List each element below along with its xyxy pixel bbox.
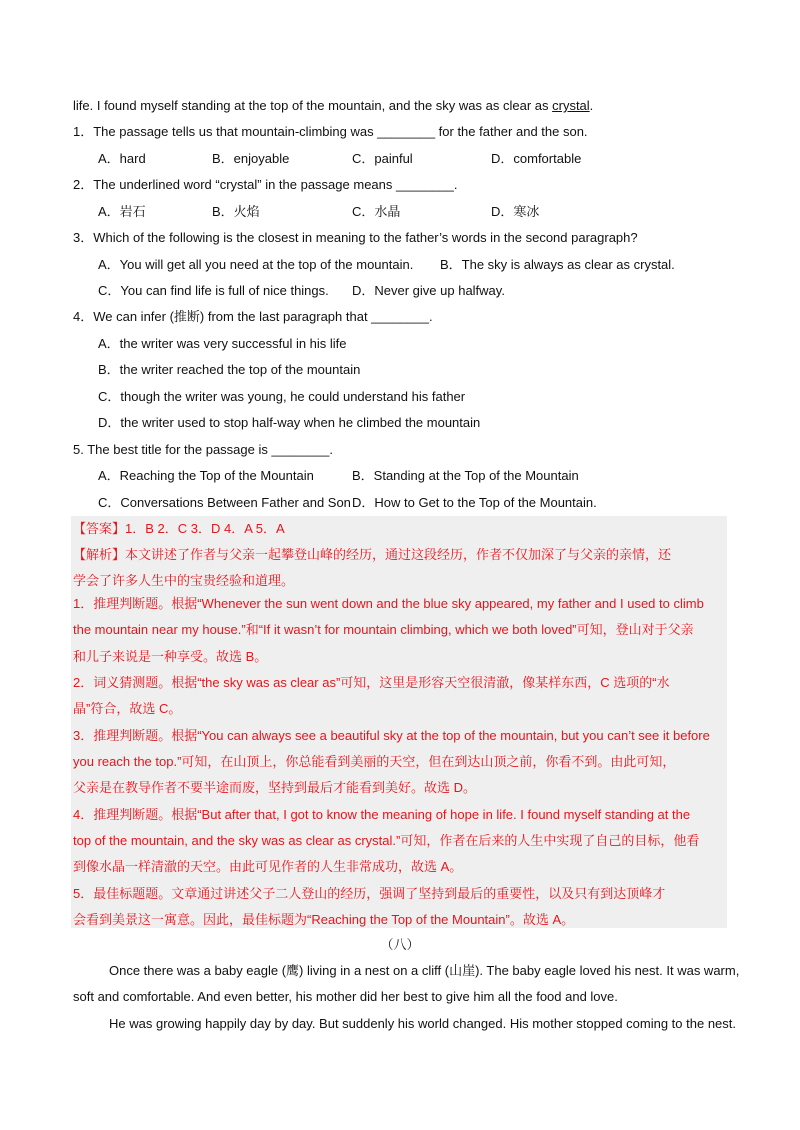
answer-key: 【答案】1．B 2．C 3．D 4．A 5．A	[73, 521, 285, 536]
analysis-line: 1．推理判断题。根据“Whenever the sun went down and the blue sky appeared, my father and I used to climb	[73, 596, 704, 611]
q5-option-c: C．Conversations Between Father and Son	[98, 495, 351, 510]
question-1-stem: 1．The passage tells us that mountain-climbing was ________ for the father and the son.	[73, 124, 588, 139]
analysis-line: 2．词义猜测题。根据“the sky was as clear as”可知，这里是形容天空很清澈，像某样东西，C 选项的“水	[73, 675, 670, 690]
q4-option-d: D．the writer used to stop half-way when he climbed the mountain	[98, 415, 481, 430]
q3-option-b: B．The sky is always as clear as crystal.	[440, 257, 675, 272]
passage-line: He was growing happily day by day. But suddenly his world changed. His mother stopped coming to the nest.	[109, 1016, 736, 1031]
analysis-line: top of the mountain, and the sky was as clear as crystal.”可知，作者在后来的人生中实现了自己的目标，他看	[73, 833, 700, 848]
q5-option-d: D．How to Get to the Top of the Mountain.	[352, 495, 597, 510]
q4-option-b: B．the writer reached the top of the mountain	[98, 362, 361, 377]
question-4-stem: 4．We can infer (推断) from the last paragraph that ________.	[73, 309, 433, 324]
analysis-line: 5．最佳标题题。文章通过讲述父子二人登山的经历，强调了坚持到最后的重要性，以及只有到达顶峰才	[73, 886, 666, 901]
q3-option-a: A．You will get all you need at the top of the mountain.	[98, 257, 414, 272]
q4-option-a: A．the writer was very successful in his life	[98, 336, 347, 351]
q2-option-c: C．水晶	[352, 204, 401, 219]
q2-option-a: A．岩石	[98, 204, 146, 219]
analysis-line: 【解析】本文讲述了作者与父亲一起攀登山峰的经历，通过这段经历，作者不仅加深了与父亲的亲情，还	[73, 547, 672, 562]
analysis-line: 3．推理判断题。根据“You can always see a beautiful sky at the top of the mountain, but you can’t see it before	[73, 728, 710, 743]
analysis-line: 4．推理判断题。根据“But after that, I got to know the meaning of hope in life. I found myself standing at the	[73, 807, 691, 822]
analysis-line: 到像水晶一样清澈的天空。由此可见作者的人生非常成功，故选 A。	[73, 859, 463, 874]
q1-option-c: C．painful	[352, 151, 413, 166]
question-2-stem: 2．The underlined word “crystal” in the passage means ________.	[73, 177, 458, 192]
q5-option-a: A．Reaching the Top of the Mountain	[98, 468, 314, 483]
q1-option-a: A．hard	[98, 151, 146, 166]
intro-line	[73, 97, 593, 115]
q3-option-d: D．Never give up halfway.	[352, 283, 505, 298]
intro-text: life. I found myself standing at the top of the mountain, and the sky was as clear as	[73, 98, 553, 113]
q2-option-d: D．寒冰	[491, 204, 540, 219]
q1-option-d: D．comfortable	[491, 151, 582, 166]
question-3-stem: 3．Which of the following is the closest in meaning to the father’s words in the second paragraph?	[73, 230, 638, 245]
q2-option-b: B．火焰	[212, 204, 260, 219]
analysis-line: 父亲是在教导作者不要半途而废，坚持到最后才能看到美好。故选 D。	[73, 780, 477, 795]
q5-option-b: B．Standing at the Top of the Mountain	[352, 468, 579, 483]
analysis-line: 晶”符合，故选 C。	[73, 701, 182, 716]
question-5-stem: 5. The best title for the passage is ________.	[73, 442, 333, 457]
analysis-line: the mountain near my house.”和“If it wasn’t for mountain climbing, which we both loved”可知，登山对于父亲	[73, 622, 694, 637]
passage-line: Once there was a baby eagle (鹰) living in a nest on a cliff (山崖). The baby eagle loved his nest. It was warm,	[109, 963, 740, 978]
passage-line: soft and comfortable. And even better, his mother did her best to give him all the food and love.	[73, 989, 618, 1004]
analysis-line: you reach the top.”可知，在山顶上，你总能看到美丽的天空，但在到达山顶之前，你看不到。由此可知，	[73, 754, 676, 769]
analysis-line: 学会了许多人生中的宝贵经验和道理。	[73, 573, 295, 588]
q4-option-c: C．though the writer was young, he could understand his father	[98, 389, 466, 404]
underlined-word: crystal	[552, 98, 590, 113]
q3-option-c: C．You can find life is full of nice things.	[98, 283, 329, 298]
q1-option-b: B．enjoyable	[212, 151, 290, 166]
intro-period: .	[589, 98, 594, 113]
analysis-line: 会看到美景这一寓意。因此，最佳标题为“Reaching the Top of the Mountain”。故选 A。	[73, 912, 575, 927]
section-title: （八）	[380, 937, 420, 952]
analysis-line: 和儿子来说是一种享受。故选 B。	[73, 649, 268, 664]
